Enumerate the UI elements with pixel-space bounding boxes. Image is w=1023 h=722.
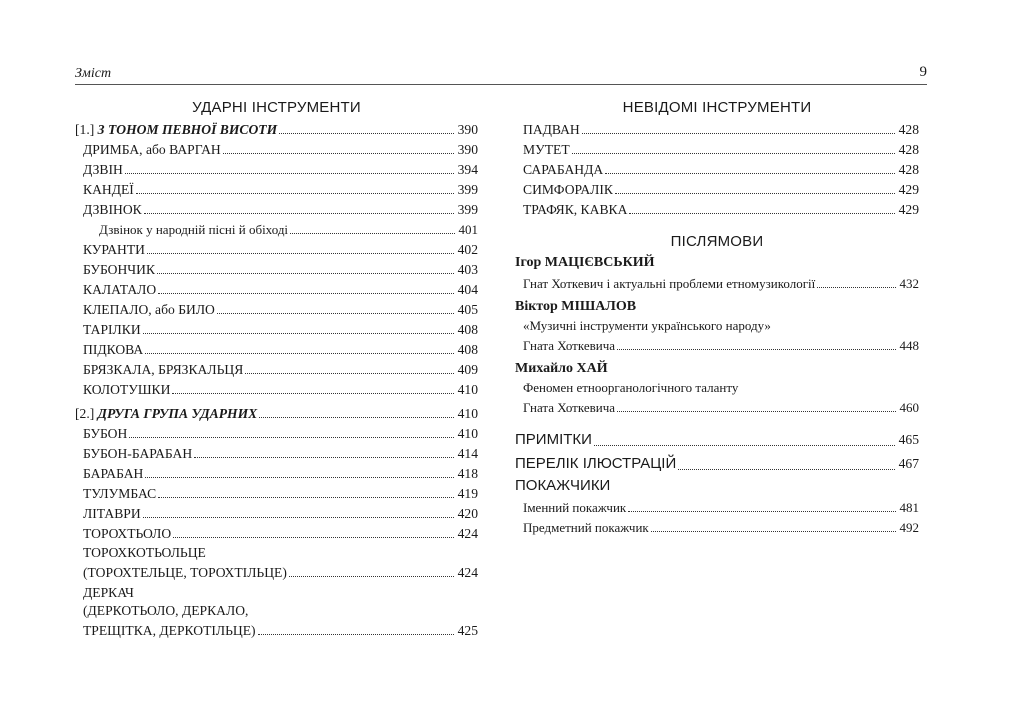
toc-entry[interactable]: [75, 443, 478, 463]
leader-dots: [629, 213, 894, 214]
group-1-entries: [75, 139, 478, 399]
page-ref: 424: [457, 526, 478, 541]
page-ref: 432: [899, 276, 919, 291]
entry-label: ДЗВІН: [83, 162, 123, 177]
afterword-entries: [515, 253, 919, 417]
page-ref: 481: [899, 500, 919, 515]
leader-dots: [145, 477, 453, 478]
page-ref: 467: [898, 456, 919, 471]
group-2-title: ДРУГА ГРУПА УДАРНИХ: [97, 406, 258, 421]
page-ref: 390: [457, 142, 478, 157]
page-ref: 425: [457, 623, 478, 638]
entry-label: КАНДЕЇ: [83, 182, 134, 197]
entry-label: МУТЕТ: [523, 142, 570, 157]
toc-entry-notes[interactable]: [515, 427, 919, 451]
leader-dots: [582, 133, 895, 134]
entry-label: ТАРІЛКИ: [83, 322, 141, 337]
toc-entry[interactable]: [75, 483, 478, 503]
toc-entry[interactable]: [75, 423, 478, 443]
page-ref: 409: [457, 362, 478, 377]
entry-label: БУБОН-БАРАБАН: [83, 446, 193, 461]
entry-line: ДЕРКАЧ: [83, 585, 134, 600]
entry-line: ТОРОХКОТЬОЛЬЦЕ: [83, 545, 206, 560]
page-ref: 448: [899, 338, 919, 353]
running-header: [75, 64, 927, 85]
entry-label: ПІДКОВА: [83, 342, 144, 357]
page-ref: 410: [457, 382, 478, 397]
leader-dots: [678, 469, 894, 470]
group-2-prefix: [2.]: [75, 406, 95, 421]
page-ref: 405: [457, 302, 478, 317]
toc-entry[interactable]: [75, 463, 478, 483]
page-ref: 399: [457, 202, 478, 217]
afterword-title-line: Гната Хоткевича: [523, 338, 616, 353]
leader-dots: [217, 313, 454, 314]
page-ref: 401: [458, 222, 478, 237]
entry-label: ПАДВАН: [523, 122, 580, 137]
leader-dots: [172, 393, 453, 394]
toc-entry[interactable]: [75, 219, 478, 239]
leader-dots: [651, 531, 896, 532]
page-ref: 410: [457, 426, 478, 441]
leader-dots: [144, 213, 454, 214]
page-ref: 429: [898, 202, 919, 217]
leader-dots: [617, 349, 895, 350]
page-ref: 399: [457, 182, 478, 197]
page-ref: 420: [457, 506, 478, 521]
page-ref: 428: [898, 162, 919, 177]
page-ref: 418: [457, 466, 478, 481]
entry-label: Дзвінок у народній пісні й обіході: [99, 222, 289, 237]
toc-entry[interactable]: [515, 119, 919, 139]
page-ref: 404: [457, 282, 478, 297]
page-ref: 390: [457, 122, 478, 137]
group-2-entries: [75, 423, 478, 543]
entry-label: СИМФОРАЛІК: [523, 182, 613, 197]
leader-dots: [817, 287, 895, 288]
toc-group-2[interactable]: [75, 403, 478, 423]
toc-entry[interactable]: [75, 139, 478, 159]
entry-line: ТРЕЩІТКА, ДЕРКОТІЛЬЦЕ): [83, 623, 256, 638]
toc-entry[interactable]: [75, 339, 478, 359]
group-1-title: З ТОНОМ ПЕВНОЇ ВИСОТИ: [97, 122, 278, 137]
afterword-author: Віктор МІШАЛОВ: [515, 299, 637, 314]
toc-entry[interactable]: [75, 239, 478, 259]
entry-label: ТУЛУМБАС: [83, 486, 157, 501]
section-title-percussion: УДАРНІ ІНСТРУМЕНТИ: [192, 99, 361, 116]
entry-label: КОЛОТУШКИ: [83, 382, 171, 397]
page-ref: 424: [457, 565, 478, 580]
page-ref: 408: [457, 342, 478, 357]
leader-dots: [136, 193, 454, 194]
toc-entry[interactable]: [515, 139, 919, 159]
leader-dots: [158, 293, 453, 294]
afterword-entry[interactable]: [515, 359, 919, 417]
page-ref: 428: [898, 122, 919, 137]
leader-dots: [279, 133, 453, 134]
entry-label: ТРАФЯК, КАВКА: [523, 202, 628, 217]
toc-entry[interactable]: [75, 359, 478, 379]
afterword-title-line: «Музичні інструменти українського народу»: [523, 318, 771, 333]
entry-label: БРЯЗКАЛА, БРЯЗКАЛЬЦЯ: [83, 362, 244, 377]
page-ref: 419: [457, 486, 478, 501]
afterword-title-line: Гнат Хоткевич і актуальні проблеми етномузикології: [523, 276, 816, 291]
running-header-title: Зміст: [75, 66, 112, 81]
page-ref: 394: [457, 162, 478, 177]
section-title-afterwords: ПІСЛЯМОВИ: [670, 233, 764, 250]
leader-dots: [258, 634, 454, 635]
entry-label: Предметний покажчик: [523, 520, 649, 535]
toc-entry[interactable]: [515, 159, 919, 179]
toc-left-column: [75, 97, 478, 640]
leader-dots: [143, 517, 454, 518]
toc-entry[interactable]: [515, 179, 919, 199]
page-ref: 410: [457, 406, 478, 421]
toc-entry[interactable]: [515, 199, 919, 219]
section-title-indexes: ПОКАЖЧИКИ: [515, 477, 611, 494]
toc-entry[interactable]: [75, 279, 478, 299]
leader-dots: [290, 233, 454, 234]
leader-dots: [158, 497, 453, 498]
leader-dots: [125, 173, 454, 174]
entry-label: ДРИМБА, або ВАРГАН: [83, 142, 221, 157]
page-ref: 414: [457, 446, 478, 461]
leader-dots: [259, 417, 453, 418]
leader-dots: [245, 373, 453, 374]
toc-entry[interactable]: [75, 159, 478, 179]
toc-entry[interactable]: [75, 299, 478, 319]
page-ref: 460: [899, 400, 919, 415]
entry-label: ПРИМІТКИ: [515, 431, 592, 448]
afterword-entry[interactable]: [515, 297, 919, 355]
toc-right-column: [515, 97, 919, 537]
entry-label: КУРАНТИ: [83, 242, 145, 257]
afterword-title-line: Гната Хоткевича: [523, 400, 616, 415]
toc-entry[interactable]: [75, 179, 478, 199]
leader-dots: [617, 411, 895, 412]
toc-entry[interactable]: [515, 497, 919, 517]
entry-label: ТОРОХТЬОЛО: [83, 526, 172, 541]
toc-entry[interactable]: [75, 319, 478, 339]
toc-entry-derkach[interactable]: [75, 584, 478, 640]
leader-dots: [143, 333, 454, 334]
group-1-prefix: [1.]: [75, 122, 95, 137]
toc-entry[interactable]: [75, 199, 478, 219]
leader-dots: [129, 437, 453, 438]
leader-dots: [173, 537, 453, 538]
afterword-author: Ігор МАЦІЄВСЬКИЙ: [515, 255, 655, 270]
toc-entry-illustrations[interactable]: [515, 451, 919, 475]
toc-entry[interactable]: [75, 523, 478, 543]
entry-label: БУБОНЧИК: [83, 262, 156, 277]
leader-dots: [223, 153, 454, 154]
toc-entry-torokhkotoltse[interactable]: [75, 543, 478, 582]
leader-dots: [615, 193, 895, 194]
page-ref: 408: [457, 322, 478, 337]
entry-label: ДЗВІНОК: [83, 202, 142, 217]
leader-dots: [289, 576, 454, 577]
leader-dots: [572, 153, 895, 154]
entry-line: (ДЕРКОТЬОЛО, ДЕРКАЛО,: [83, 603, 249, 618]
afterword-title-line: Феномен етноорганологічного таланту: [523, 380, 739, 395]
unknown-entries: [515, 119, 919, 219]
page-number: 9: [919, 64, 927, 80]
page-ref: 465: [898, 432, 919, 447]
toc-entry[interactable]: [75, 379, 478, 399]
leader-dots: [628, 511, 895, 512]
afterword-entry[interactable]: [515, 253, 919, 293]
leader-dots: [594, 445, 895, 446]
toc-entry[interactable]: [75, 259, 478, 279]
entry-label: Іменний покажчик: [523, 500, 627, 515]
afterword-author: Михайло ХАЙ: [515, 361, 608, 376]
entry-label: БАРАБАН: [83, 466, 144, 481]
toc-entry[interactable]: [515, 517, 919, 537]
leader-dots: [145, 353, 453, 354]
entry-label: ЛІТАВРИ: [83, 506, 141, 521]
page-ref: 429: [898, 182, 919, 197]
page-ref: 403: [457, 262, 478, 277]
entry-label: ПЕРЕЛІК ІЛЮСТРАЦІЙ: [515, 455, 677, 472]
leader-dots: [147, 253, 454, 254]
entry-label: КЛЕПАЛО, або БИЛО: [83, 302, 215, 317]
entry-label: БУБОН: [83, 426, 128, 441]
entry-label: САРАБАНДА: [523, 162, 604, 177]
toc-group-1[interactable]: [75, 119, 478, 139]
page-ref: 402: [457, 242, 478, 257]
entry-label: КАЛАТАЛО: [83, 282, 157, 297]
page-ref: 492: [899, 520, 919, 535]
toc-entry[interactable]: [75, 503, 478, 523]
page-ref: 428: [898, 142, 919, 157]
leader-dots: [605, 173, 894, 174]
leader-dots: [157, 273, 454, 274]
index-entries: [515, 497, 919, 537]
section-title-unknown: НЕВІДОМІ ІНСТРУМЕНТИ: [622, 99, 812, 116]
leader-dots: [194, 457, 453, 458]
entry-line: (ТОРОХТЕЛЬЦЕ, ТОРОХТІЛЬЦЕ): [83, 565, 287, 580]
